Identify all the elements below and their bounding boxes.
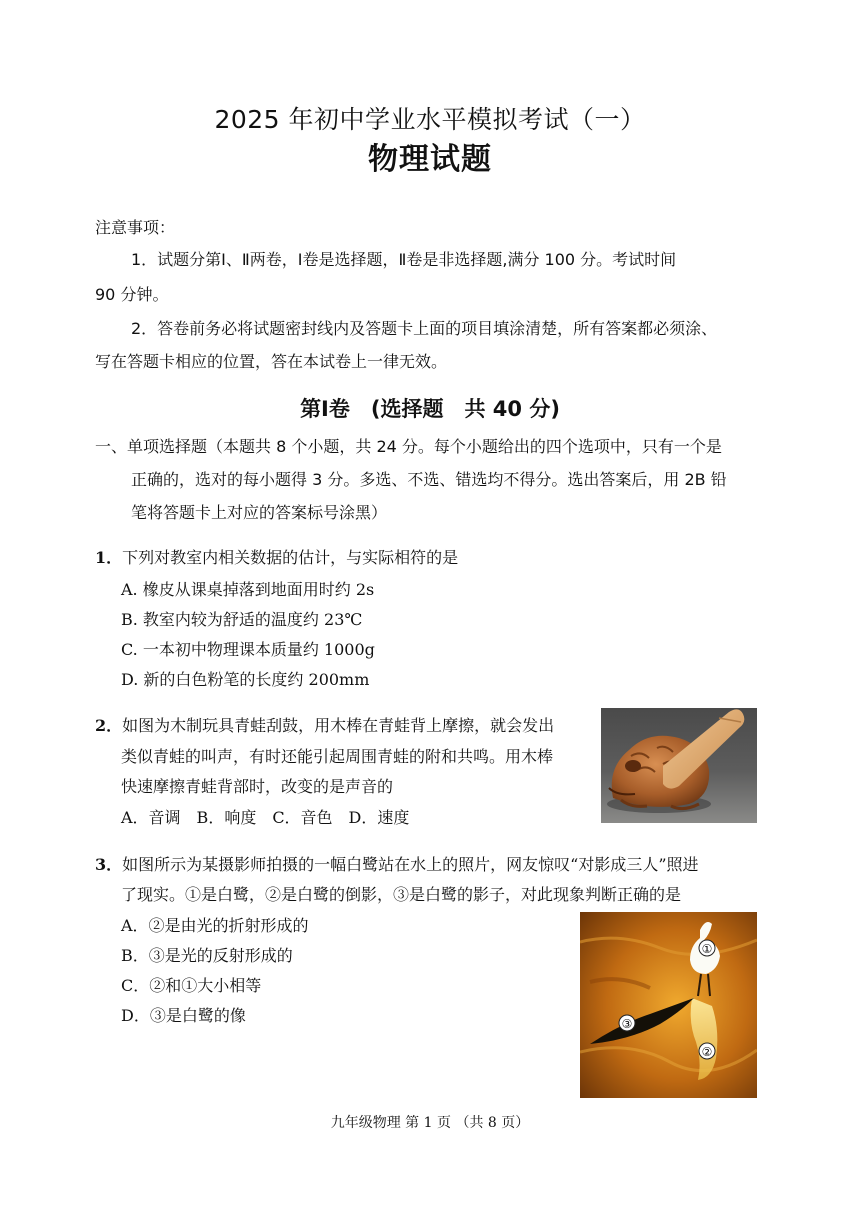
notice-item-1-line-2: 90 分钟。 <box>95 285 169 304</box>
question-3-option-d: D．③是白鹭的像 <box>121 1006 246 1025</box>
question-stem-text: 如图为木制玩具青蛙刮鼓，用木棒在青蛙背上摩擦，就会发出 <box>122 716 555 735</box>
question-number: 3． <box>95 855 123 874</box>
notice-item-2-line-1: 2．答卷前务必将试题密封线内及答题卡上面的项目填涂清楚，所有答案都必须涂、 <box>131 319 718 338</box>
question-3-option-a: A．②是由光的折射形成的 <box>121 916 309 935</box>
question-2-options: A．音调 B．响度 C．音色 D．速度 <box>121 808 410 827</box>
question-3-option-b: B．③是光的反射形成的 <box>121 946 293 965</box>
question-2-stem-line-1 <box>95 713 554 736</box>
question-1-option-c: C. 一本初中物理课本质量约 1000g <box>121 640 375 659</box>
section-instruction-line-1: 一、单项选择题（本题共 8 个小题，共 24 分。每个小题给出的四个选项中，只有一个是 <box>95 437 722 456</box>
question-2-stem-line-2: 类似青蛙的叫声，有时还能引起周围青蛙的附和共鸣。用木棒 <box>121 747 554 766</box>
question-3-stem-line-1 <box>95 852 699 875</box>
question-stem-text: 下列对教室内相关数据的估计，与实际相符的是 <box>122 548 459 567</box>
notice-label: 注意事项： <box>95 218 176 237</box>
question-1-option-d: D. 新的白色粉笔的长度约 200mm <box>121 670 370 689</box>
question-3-option-c: C．②和①大小相等 <box>121 976 262 995</box>
exam-title: 2025 年初中学业水平模拟考试（一） <box>214 105 646 134</box>
question-1-option-a: A. 橡皮从课桌掉落到地面用时约 2s <box>121 580 375 599</box>
egret-label-2: ② <box>701 1045 713 1059</box>
subject-title: 物理试题 <box>368 142 492 177</box>
question-1-option-b: B. 教室内较为舒适的温度约 23℃ <box>121 610 363 629</box>
section-instruction-line-3: 笔将答题卡上对应的答案标号涂黑） <box>131 503 388 522</box>
question-3-stem-line-2: 了现实。①是白鹭，②是白鹭的倒影，③是白鹭的影子，对此现象判断正确的是 <box>121 885 682 904</box>
question-2-stem-line-3: 快速摩擦青蛙背部时，改变的是声音的 <box>121 777 394 796</box>
question-stem-text: 如图所示为某摄影师拍摄的一幅白鹭站在水上的照片，网友惊叹“对影成三人”照进 <box>122 855 699 874</box>
question-number: 1． <box>95 548 123 567</box>
notice-item-2-line-2: 写在答题卡相应的位置，答在本试卷上一律无效。 <box>95 352 448 371</box>
egret-label-3: ③ <box>621 1017 633 1031</box>
question-1-stem <box>95 545 458 568</box>
egret-photo-image <box>580 912 757 1098</box>
frog-guiro-image <box>601 708 757 823</box>
egret-label-1: ① <box>701 942 713 956</box>
page-footer: 九年级物理 第 1 页 （共 8 页） <box>330 1115 530 1131</box>
question-number: 2． <box>95 716 123 735</box>
section-title: 第Ⅰ卷 (选择题 共 40 分) <box>300 397 560 421</box>
notice-item-1-line-1: 1．试题分第Ⅰ、Ⅱ两卷，Ⅰ卷是选择题，Ⅱ卷是非选择题,满分 100 分。考试时间 <box>131 250 677 269</box>
section-instruction-line-2: 正确的，选对的每小题得 3 分。多选、不选、错选均不得分。选出答案后，用 2B 铅 <box>131 470 727 489</box>
